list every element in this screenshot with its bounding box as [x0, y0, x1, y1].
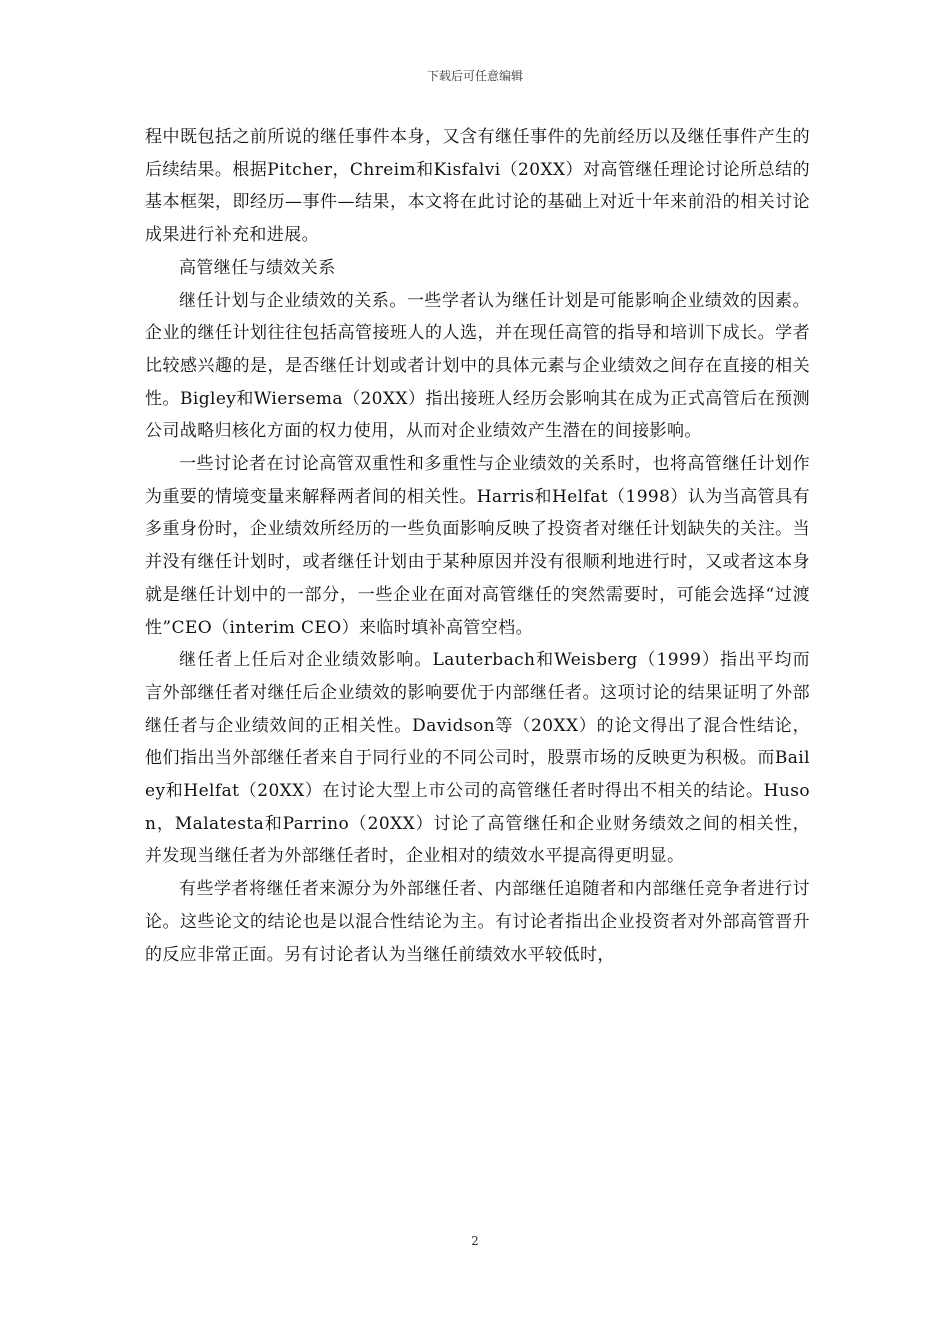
paragraph: 继任者上任后对企业绩效影响。Lauterbach和Weisberg（1999）指出平均而言外部继任者对继任后企业绩效的影响要优于内部继任者。这项讨论的结果证明了外部继任者与企业绩效间的正相关性。Davidson等（20XX）的论文得出了混合性结论，他们指出当外部继任者来自于同行业的不同公司时，股票市场的反映更为积极。而Bailey和Helfat（20XX）在讨论大型上市公司的高管继任者时得出不相关的结论。Huson，Malatesta和Parrino（20XX）讨论了高管继任和企业财务绩效之间的相关性，并发现当继任者为外部继任者时，企业相对的绩效水平提高得更明显。 — [145, 650, 810, 867]
paragraph: 继任计划与企业绩效的关系。一些学者认为继任计划是可能影响企业绩效的因素。企业的继任计划往往包括高管接班人的人选，并在现任高管的指导和培训下成长。学者比较感兴趣的是，是否继任计划或者计划中的具体元素与企业绩效之间存在直接的相关性。Bigley和Wiersema（20XX）指出接班人经历会影响其在成为正式高管后在预测公司战略归核化方面的权力使用，从而对企业绩效产生潜在的间接影响。 — [145, 290, 810, 442]
document-body — [145, 121, 810, 971]
page-number: 2 — [471, 1234, 479, 1248]
section-heading: 高管继任与绩效关系 — [179, 257, 336, 278]
paragraph-continuation: 程中既包括之前所说的继任事件本身，又含有继任事件的先前经历以及继任事件产生的后续结果。根据Pitcher，Chreim和Kisfalvi（20XX）对高管继任理论讨论所总结的基本框架，即经历—事件—结果，本文将在此讨论的基础上对近十年来前沿的相关讨论成果进行补充和进展。 — [145, 127, 810, 246]
paragraph: 有些学者将继任者来源分为外部继任者、内部继任追随者和内部继任竞争者进行讨论。这些论文的结论也是以混合性结论为主。有讨论者指出企业投资者对外部高管晋升的反应非常正面。另有讨论者认为当继任前绩效水平较低时， — [145, 879, 810, 965]
paragraph: 一些讨论者在讨论高管双重性和多重性与企业绩效的关系时，也将高管继任计划作为重要的情境变量来解释两者间的相关性。Harris和Helfat（1998）认为当高管具有多重身份时，企业绩效所经历的一些负面影响反映了投资者对继任计划缺失的关注。当并没有继任计划时，或者继任计划由于某种原因并没有很顺利地进行时，又或者这本身就是继任计划中的一部分，一些企业在面对高管继任的突然需要时，可能会选择“过渡性”CEO（interim CEO）来临时填补高管空档。 — [145, 454, 810, 638]
page-header: 下载后可任意编辑 — [426, 69, 523, 83]
